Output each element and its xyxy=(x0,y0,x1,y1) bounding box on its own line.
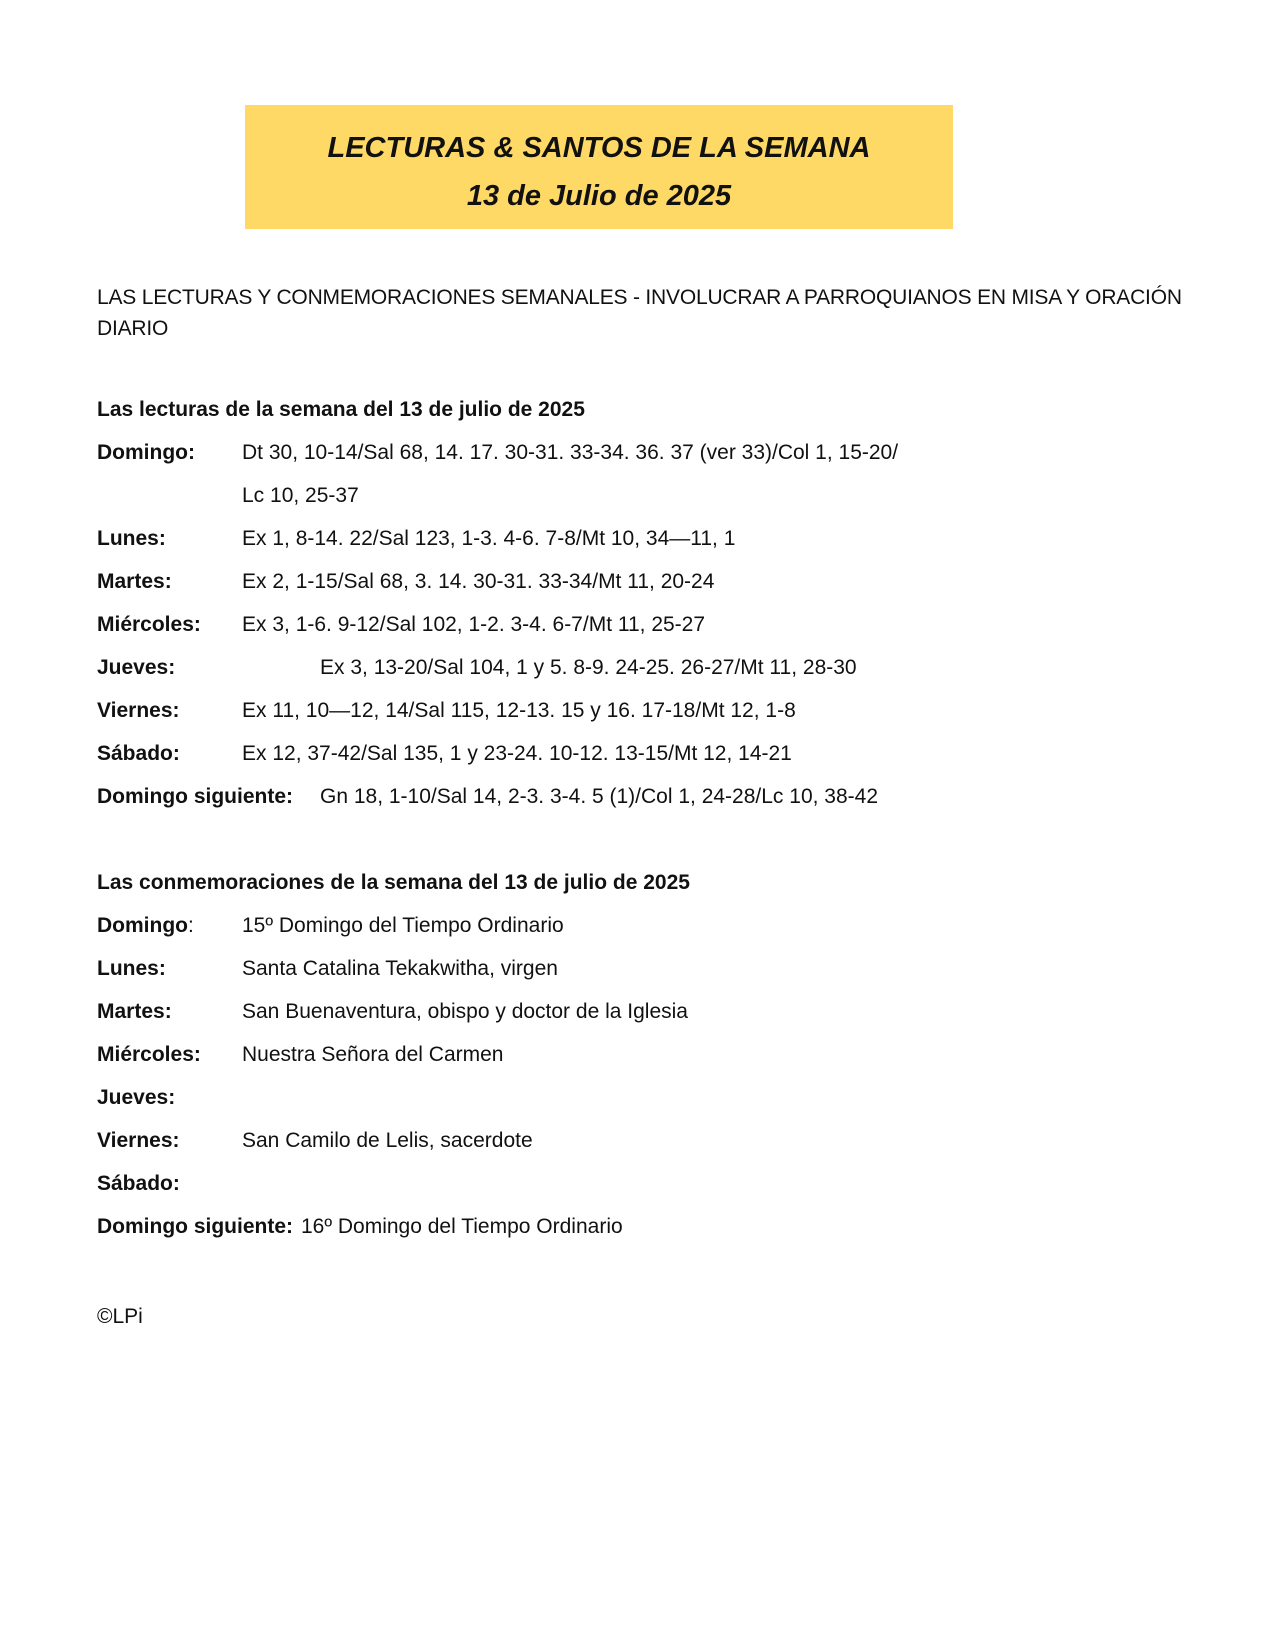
reading-citation: Ex 2, 1-15/Sal 68, 3. 14. 30-31. 33-34/Mt 11, 20-24 xyxy=(242,570,715,593)
copyright-notice: ©LPi xyxy=(97,1305,143,1328)
reading-citation: Dt 30, 10-14/Sal 68, 14. 17. 30-31. 33-34. 36. 37 (ver 33)/Col 1, 15-20/ xyxy=(242,441,899,464)
commemoration-name: San Camilo de Lelis, sacerdote xyxy=(242,1129,533,1152)
commemorations-heading: Las conmemoraciones de la semana del 13 de julio de 2025 xyxy=(97,871,690,894)
reading-row-domingo-continued xyxy=(97,474,1197,517)
banner-title: LECTURAS & SANTOS DE LA SEMANA xyxy=(327,132,871,164)
commemoration-name: San Buenaventura, obispo y doctor de la Iglesia xyxy=(242,1000,688,1023)
reading-day: Lunes: xyxy=(97,527,166,550)
commemoration-row-domingo xyxy=(97,904,1197,947)
commemoration-day: Sábado: xyxy=(97,1172,180,1195)
commemoration-day: Jueves: xyxy=(97,1086,176,1109)
commemoration-name: 15º Domingo del Tiempo Ordinario xyxy=(242,914,564,937)
commemoration-day-colon: : xyxy=(187,914,194,937)
commemoration-row-jueves xyxy=(97,1076,1197,1119)
reading-citation: Gn 18, 1-10/Sal 14, 2-3. 3-4. 5 (1)/Col 1, 24-28/Lc 10, 38-42 xyxy=(320,785,878,808)
commemoration-day-label: Domingo xyxy=(97,914,188,937)
reading-day: Domingo: xyxy=(97,441,195,464)
commemoration-row-sabado xyxy=(97,1162,1197,1205)
reading-citation: Ex 3, 13-20/Sal 104, 1 y 5. 8-9. 24-25. 26-27/Mt 11, 28-30 xyxy=(320,656,857,679)
reading-row-martes xyxy=(97,560,1197,603)
banner-date: 13 de Julio de 2025 xyxy=(466,180,732,212)
commemoration-day xyxy=(97,904,194,947)
reading-row-viernes xyxy=(97,689,1197,732)
commemoration-row-miercoles xyxy=(97,1033,1197,1076)
commemorations-section xyxy=(97,861,1197,1248)
reading-day: Viernes: xyxy=(97,699,180,722)
commemoration-name: Nuestra Señora del Carmen xyxy=(242,1043,504,1066)
readings-section xyxy=(97,388,1197,818)
commemoration-day: Lunes: xyxy=(97,957,166,980)
reading-day: Domingo siguiente: xyxy=(97,785,293,808)
commemoration-day: Viernes: xyxy=(97,1129,180,1152)
readings-heading: Las lecturas de la semana del 13 de julio de 2025 xyxy=(97,398,585,421)
reading-row-sabado xyxy=(97,732,1197,775)
reading-citation: Ex 11, 10—12, 14/Sal 115, 12-13. 15 y 16. 17-18/Mt 12, 1-8 xyxy=(242,699,796,722)
reading-citation: Ex 12, 37-42/Sal 135, 1 y 23-24. 10-12. 13-15/Mt 12, 14-21 xyxy=(242,742,792,765)
reading-day: Martes: xyxy=(97,570,172,593)
commemoration-row-martes xyxy=(97,990,1197,1033)
reading-citation: Ex 3, 1-6. 9-12/Sal 102, 1-2. 3-4. 6-7/Mt 11, 25-27 xyxy=(242,613,706,636)
reading-citation: Ex 1, 8-14. 22/Sal 123, 1-3. 4-6. 7-8/Mt 10, 34—11, 1 xyxy=(242,527,736,550)
reading-row-jueves xyxy=(97,646,1197,689)
commemoration-day: Domingo siguiente: xyxy=(97,1215,293,1238)
commemoration-day: Martes: xyxy=(97,1000,172,1023)
commemoration-name: 16º Domingo del Tiempo Ordinario xyxy=(301,1215,623,1238)
commemoration-row-domingo-siguiente xyxy=(97,1205,1197,1248)
reading-day: Jueves: xyxy=(97,656,176,679)
commemoration-row-lunes xyxy=(97,947,1197,990)
reading-row-domingo xyxy=(97,431,1197,474)
reading-day: Miércoles: xyxy=(97,613,201,636)
commemoration-day: Miércoles: xyxy=(97,1043,201,1066)
reading-day: Sábado: xyxy=(97,742,180,765)
commemoration-name: Santa Catalina Tekakwitha, virgen xyxy=(242,957,558,980)
reading-row-domingo-siguiente xyxy=(97,775,1197,818)
intro-text: LAS LECTURAS Y CONMEMORACIONES SEMANALES - INVOLUCRAR A PARROQUIANOS EN MISA Y ORACIÓN DIARIO xyxy=(97,286,1182,340)
commemoration-row-viernes xyxy=(97,1119,1197,1162)
reading-row-miercoles xyxy=(97,603,1197,646)
reading-citation: Lc 10, 25-37 xyxy=(242,484,359,507)
title-banner xyxy=(245,105,953,229)
reading-row-lunes xyxy=(97,517,1197,560)
